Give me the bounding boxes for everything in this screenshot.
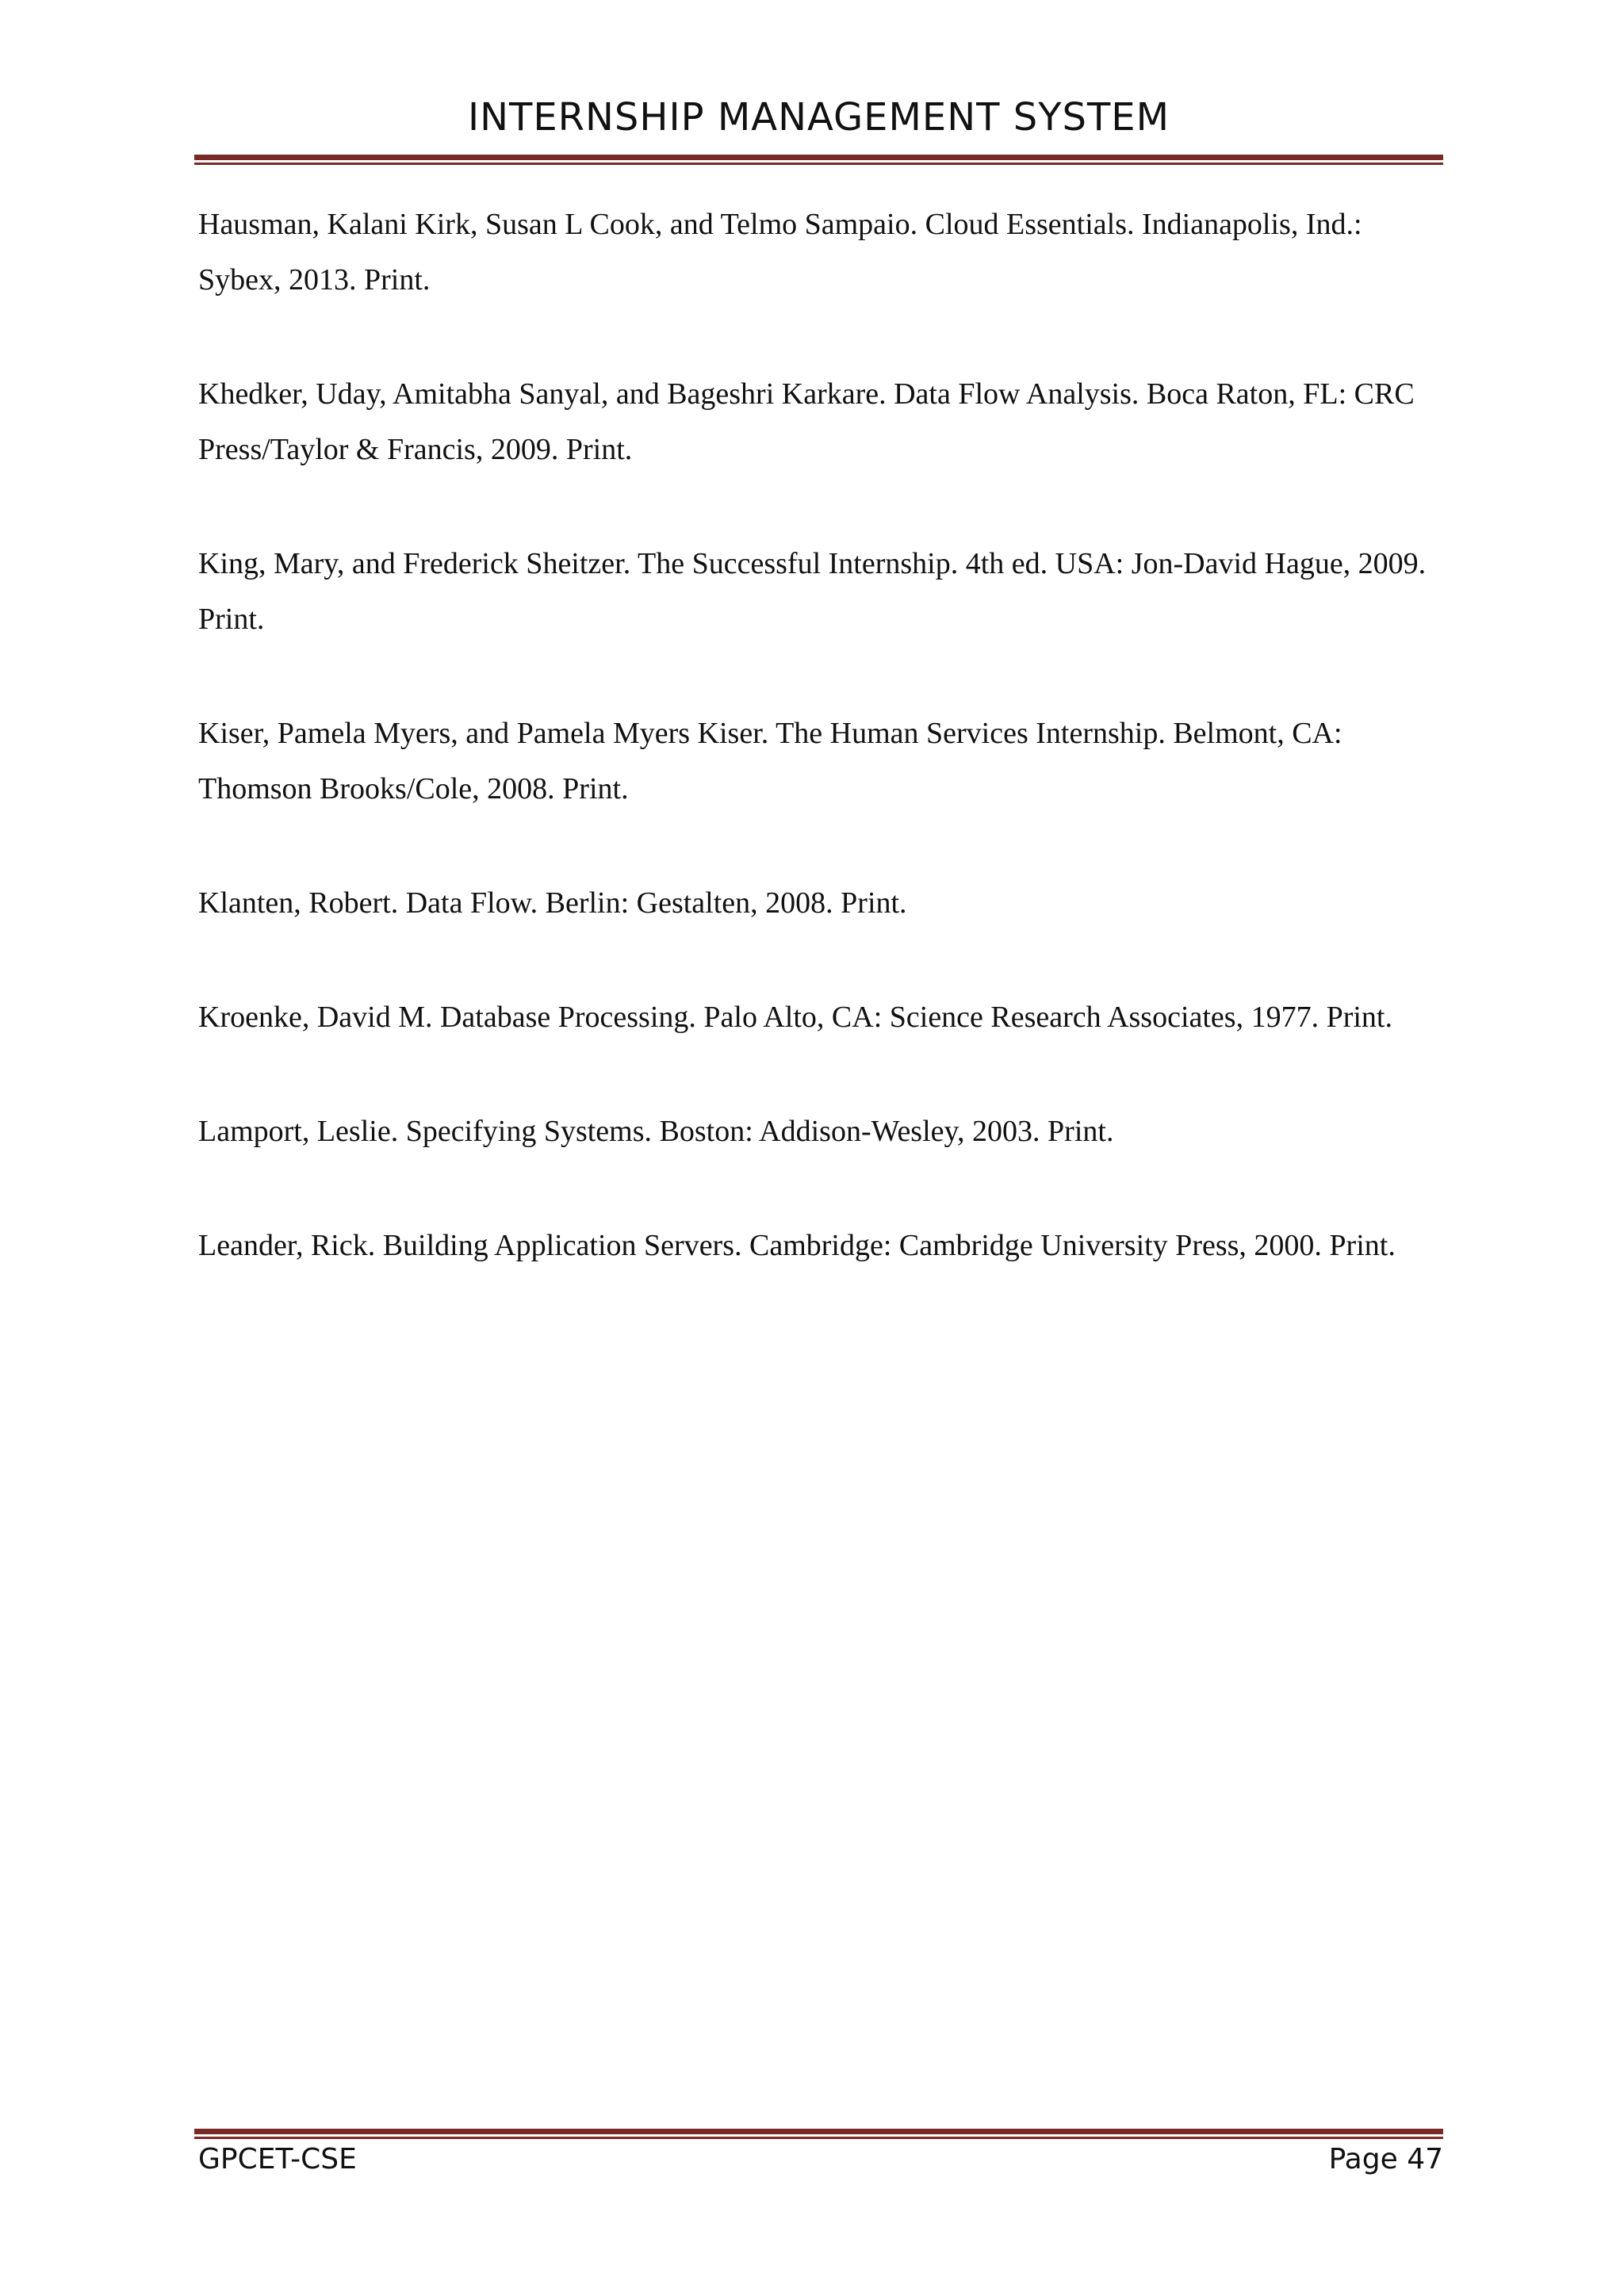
footer-rule-thick — [194, 2129, 1443, 2134]
page-header-title: INTERNSHIP MANAGEMENT SYSTEM — [467, 95, 1170, 140]
reference-entry: Kiser, Pamela Myers, and Pamela Myers Kiser. The Human Services Internship. Belmont, CA: Thomson Brooks/Cole, 2008. Print. — [198, 717, 1342, 806]
header-rule-thick — [194, 155, 1443, 160]
reference-entry: Klanten, Robert. Data Flow. Berlin: Gestalten, 2008. Print. — [198, 886, 907, 920]
reference-entry: Hausman, Kalani Kirk, Susan L Cook, and Telmo Sampaio. Cloud Essentials. Indianapolis, Ind.: Sybex, 2013. Print. — [198, 208, 1362, 297]
reference-entry: Lamport, Leslie. Specifying Systems. Boston: Addison-Wesley, 2003. Print. — [198, 1115, 1114, 1148]
reference-entry: Leander, Rick. Building Application Servers. Cambridge: Cambridge University Press, 2000. Print. — [198, 1229, 1396, 1262]
reference-entry: Kroenke, David M. Database Processing. Palo Alto, CA: Science Research Associates, 1977. Print. — [198, 1001, 1392, 1034]
header-rule-thin — [194, 163, 1443, 165]
header-rule — [194, 155, 1443, 165]
footer-rule-thin — [194, 2137, 1443, 2139]
footer-department: GPCET-CSE — [198, 2143, 357, 2175]
footer-rule — [194, 2129, 1443, 2139]
reference-list — [198, 197, 1442, 1332]
footer-page-number: Page 47 — [1328, 2143, 1443, 2175]
reference-entry: Khedker, Uday, Amitabha Sanyal, and Bageshri Karkare. Data Flow Analysis. Boca Raton, FL: CRC Press/Taylor & Francis, 2009. Print. — [198, 377, 1415, 466]
reference-entry: King, Mary, and Frederick Sheitzer. The Successful Internship. 4th ed. USA: Jon-David Hague, 2009. Print. — [198, 547, 1427, 636]
